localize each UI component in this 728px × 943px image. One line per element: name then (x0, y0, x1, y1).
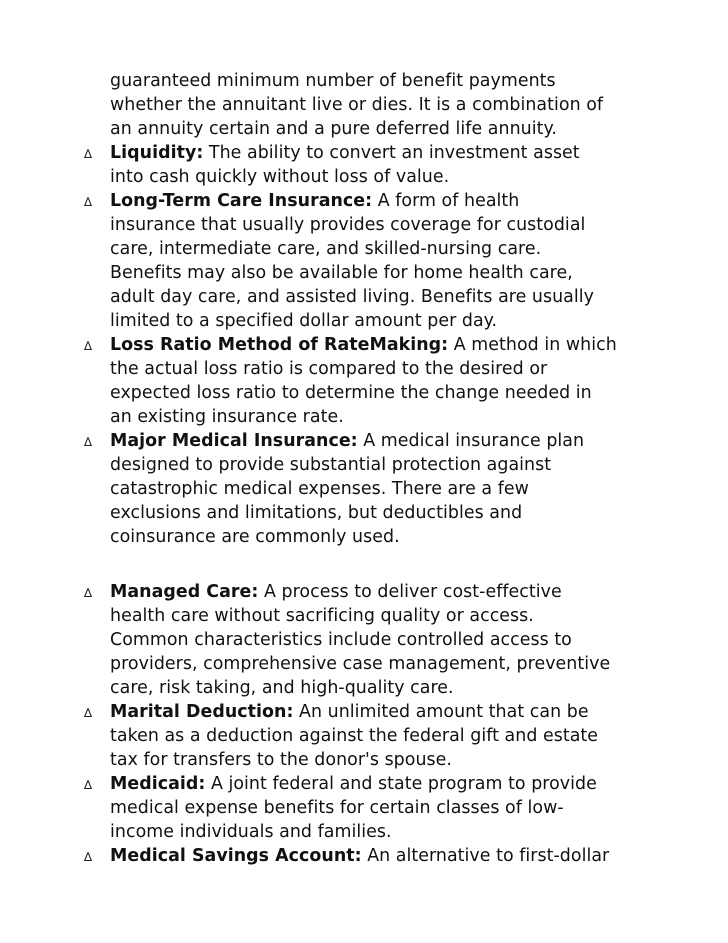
entry-first-line (110, 580, 670, 604)
triangle-bullet-icon: ∆ (84, 850, 93, 864)
text-line: care, intermediate care, and skilled-nursing care. (110, 239, 542, 259)
triangle-bullet-icon: ∆ (84, 195, 93, 209)
entry-definition: A joint federal and state program to provide (205, 774, 597, 794)
text-line: designed to provide substantial protection against (110, 455, 552, 475)
text-line: into cash quickly without loss of value. (110, 167, 450, 187)
text-line: an existing insurance rate. (110, 407, 344, 427)
triangle-bullet-icon: ∆ (84, 778, 93, 792)
text-line: care, risk taking, and high-quality care. (110, 678, 454, 698)
entry-term: Medical Savings Account: (110, 846, 362, 866)
list-item-medical-savings-account (84, 844, 670, 868)
entry-first-line (110, 141, 670, 165)
entry-term: Long-Term Care Insurance: (110, 191, 373, 211)
entry-definition: An alternative to first-dollar (361, 846, 610, 866)
text-line: income individuals and families. (110, 822, 392, 842)
entry-term: Liquidity: (110, 143, 204, 163)
entry-term: Managed Care: (110, 582, 259, 602)
text-line: whether the annuitant live or dies. It is a combination of (110, 95, 604, 115)
text-line: expected loss ratio to determine the change needed in (110, 383, 592, 403)
list-item-marital-deduction (84, 700, 670, 772)
triangle-bullet-icon: ∆ (84, 339, 93, 353)
entry-definition: A medical insurance plan (357, 431, 585, 451)
entry-first-line (110, 772, 670, 796)
triangle-bullet-icon: ∆ (84, 586, 93, 600)
list-item-major-medical (84, 429, 670, 549)
text-line: guaranteed minimum number of benefit payments (110, 71, 556, 91)
list-item-managed-care (84, 580, 670, 700)
text-line: Benefits may also be available for home health care, (110, 263, 573, 283)
entry-first-line (110, 844, 670, 868)
entry-term: Loss Ratio Method of RateMaking: (110, 335, 449, 355)
entry-first-line (110, 333, 670, 357)
text-line: the actual loss ratio is compared to the desired or (110, 359, 548, 379)
entry-term: Marital Deduction: (110, 702, 294, 722)
text-line: insurance that usually provides coverage for custodial (110, 215, 586, 235)
text-line: medical expense benefits for certain classes of low- (110, 798, 564, 818)
entry-term: Major Medical Insurance: (110, 431, 358, 451)
entry-definition: The ability to convert an investment asset (203, 143, 580, 163)
entry-definition: An unlimited amount that can be (293, 702, 589, 722)
text-line: limited to a specified dollar amount per day. (110, 311, 498, 331)
triangle-bullet-icon: ∆ (84, 706, 93, 720)
entry-definition: A process to deliver cost-effective (258, 582, 562, 602)
text-line: catastrophic medical expenses. There are a few (110, 479, 529, 499)
text-line: coinsurance are commonly used. (110, 527, 400, 547)
triangle-bullet-icon: ∆ (84, 435, 93, 449)
triangle-bullet-icon: ∆ (84, 147, 93, 161)
list-item-medicaid (84, 772, 670, 844)
list-item-liquidity (84, 141, 670, 189)
entry-definition: A form of health (372, 191, 520, 211)
text-line: taken as a deduction against the federal gift and estate (110, 726, 599, 746)
entry-first-line (110, 700, 670, 724)
list-item-loss-ratio (84, 333, 670, 429)
text-line: adult day care, and assisted living. Benefits are usually (110, 287, 594, 307)
list-item-long-term-care (84, 189, 670, 333)
entry-first-line (110, 189, 670, 213)
text-line: an annuity certain and a pure deferred life annuity. (110, 119, 557, 139)
text-line: health care without sacrificing quality or access. (110, 606, 534, 626)
text-line: exclusions and limitations, but deductibles and (110, 503, 523, 523)
entry-definition: A method in which (448, 335, 617, 355)
text-line: tax for transfers to the donor's spouse. (110, 750, 452, 770)
entry-term: Medicaid: (110, 774, 206, 794)
text-line: providers, comprehensive case management, preventive (110, 654, 611, 674)
entry-first-line (110, 429, 670, 453)
text-line: Common characteristics include controlled access to (110, 630, 572, 650)
continuation-paragraph (110, 69, 670, 141)
